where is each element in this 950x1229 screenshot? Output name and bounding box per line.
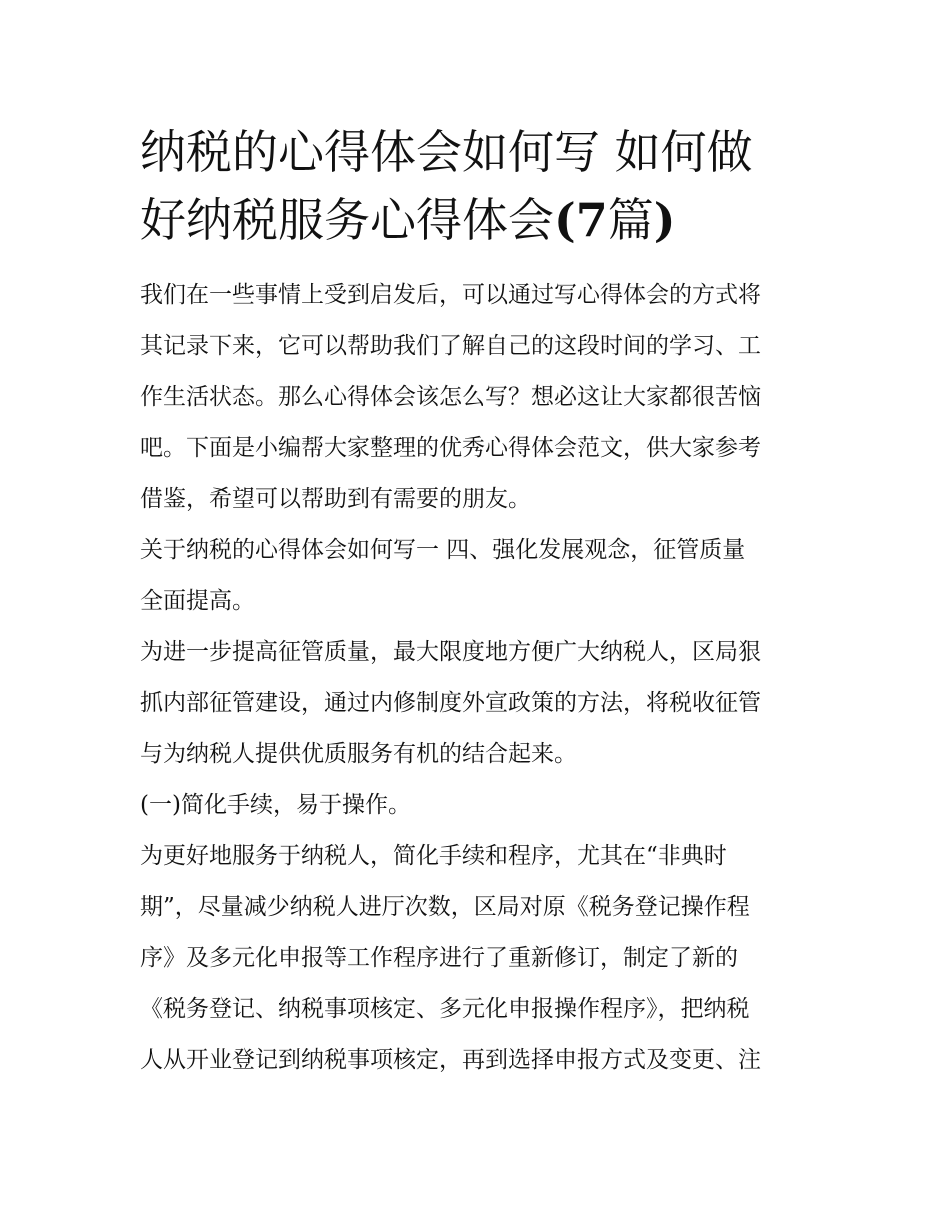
title-line-2-count-close: ) — [653, 193, 676, 247]
title-line-2-text: 好纳税服务心得体会 — [140, 193, 554, 247]
body-line: 《税务登记、纳税事项核定、多元化申报操作程序》，把纳税 — [140, 996, 750, 1022]
body-line: (一)简化手续，易于操作。 — [140, 792, 411, 818]
document-title — [140, 0, 820, 254]
body-line: 我们在一些事情上受到启发后，可以通过写心得体会的方式将 — [140, 282, 761, 308]
document-body — [140, 270, 820, 1086]
body-line: 关于纳税的心得体会如何写一 四、强化发展观念，征管质量 — [140, 537, 746, 563]
title-line-2 — [140, 186, 820, 254]
body-line: 为更好地服务于纳税人，简化手续和程序，尤其在“非典时 — [140, 843, 727, 869]
body-line: 与为纳税人提供优质服务有机的结合起来。 — [140, 741, 577, 767]
body-line: 抓内部征管建设，通过内修制度外宣政策的方法，将税收征管 — [140, 690, 761, 716]
body-line: 吧。下面是小编帮大家整理的优秀心得体会范文，供大家参考 — [140, 435, 761, 461]
title-line-2-count-open: (7 — [554, 193, 608, 247]
title-line-2-unit: 篇 — [607, 193, 654, 247]
document-content — [140, 0, 820, 1086]
body-line: 期”，尽量减少纳税人进厅次数，区局对原《税务登记操作程 — [140, 894, 750, 920]
body-line: 人从开业登记到纳税事项核定，再到选择申报方式及变更、注 — [140, 1047, 761, 1073]
body-line: 全面提高。 — [140, 588, 255, 614]
body-line: 为进一步提高征管质量，最大限度地方便广大纳税人，区局狠 — [140, 639, 761, 665]
body-line: 序》及多元化申报等工作程序进行了重新修订，制定了新的 — [140, 945, 738, 971]
body-line: 作生活状态。那么心得体会该怎么写？想必这让大家都很苦恼 — [140, 384, 761, 410]
body-line: 其记录下来，它可以帮助我们了解自己的这段时间的学习、工 — [140, 333, 761, 359]
body-line: 借鉴，希望可以帮助到有需要的朋友。 — [140, 486, 531, 512]
title-line-1: 纳税的心得体会如何写 如何做 — [140, 125, 753, 179]
